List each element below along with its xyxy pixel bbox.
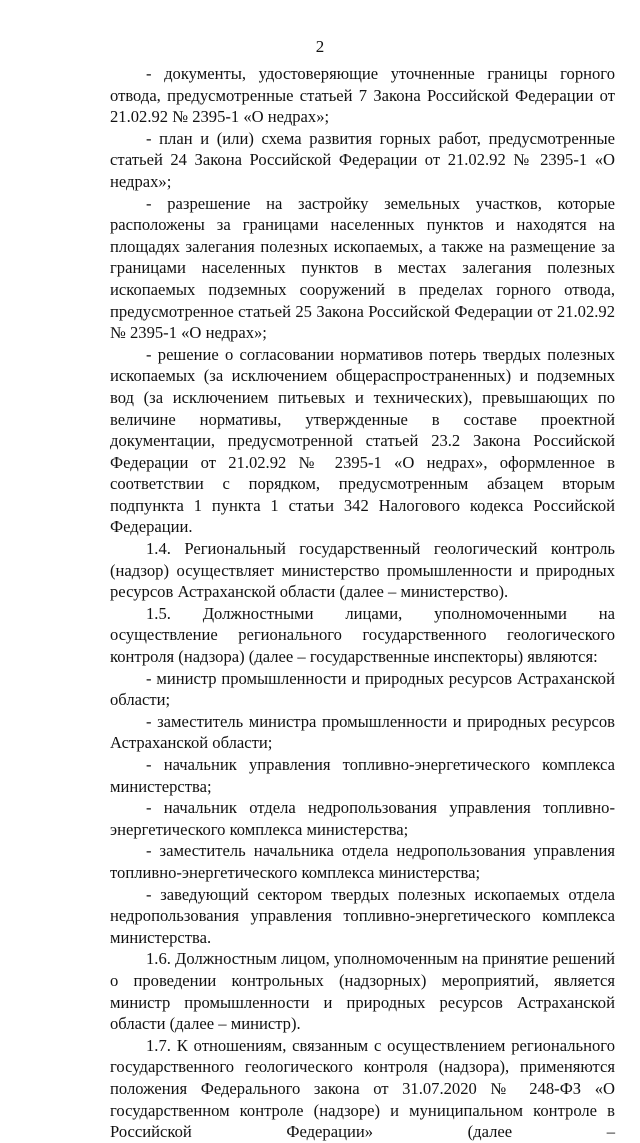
list-item-deputy-head-of-subsoil-division: - заместитель начальника отдела недропользования управления топливно-энергетического комплекса министерства; (110, 841, 615, 882)
list-item-head-of-subsoil-division: - начальник отдела недропользования управления топливно-энергетического комплекса министерства; (110, 798, 615, 839)
list-item-head-of-department: - начальник управления топливно-энергетического комплекса министерства; (110, 755, 615, 796)
document-body (110, 63, 615, 1143)
paragraph-mining-plan: - план и (или) схема развития горных работ, предусмотренные статьей 24 Закона Российской Федерации от 21.02.92 № 2395-1 «О недрах»; (110, 128, 615, 191)
list-item-head-of-solid-minerals-sector: - заведующий сектором твердых полезных ископаемых отдела недропользования управления топливно-энергетического комплекса министерства. (110, 884, 615, 947)
paragraph-1-7: 1.7. К отношениям, связанным с осуществлением регионального государственного геологического контроля (надзора), применяются положения Федерального закона от 31.07.2020 № 248-ФЗ «О государственном контроле (надзоре) и муниципальном контроле в Российской Федерации» (далее – (110, 1035, 615, 1142)
list-item-minister: - министр промышленности и природных ресурсов Астраханской области; (110, 668, 615, 710)
paragraph-1-5: 1.5. Должностными лицами, уполномоченными на осуществление регионального государственного геологического контроля (надзора) (далее – государственные инспекторы) являются: (110, 603, 615, 667)
paragraph-1-6: 1.6. Должностным лицом, уполномоченным на принятие решений о проведении контрольных (надзорных) мероприятий, является министр промышленности и природных ресурсов Астраханской области (далее – министр). (110, 949, 615, 1034)
paragraph-building-permit: - разрешение на застройку земельных участков, которые расположены за границами населенных пунктов и находятся на площадях залегания полезных ископаемых, а также на размещение за границами населенных пунктов в местах залегания полезных ископаемых подземных сооружений в пределах горного отвода, предусмотренное статьей 25 Закона Российской Федерации от 21.02.92 № 2395-1 «О недрах»; (110, 193, 615, 343)
page-number: 2 (315, 37, 325, 56)
paragraph-loss-standards-decision: - решение о согласовании нормативов потерь твердых полезных ископаемых (за исключением общераспространенных) и подземных вод (за исключением питьевых и технических), превышающих по величине нормативы, утвержденные в составе проектной документации, предусмотренной статьей 23.2 Закона Российской Федерации от 21.02.92 № 2395-1 «О недрах», оформленное в соответствии с порядком, предусмотренным абзацем вторым подпункта 1 пункта 1 статьи 342 Налогового кодекса Российской Федерации. (110, 344, 615, 537)
paragraph-documents-mining-boundaries: - документы, удостоверяющие уточненные границы горного отвода, предусмотренные статьей 7 Закона Российской Федерации от 21.02.92 № 2395-1 «О недрах»; (110, 64, 615, 127)
list-item-deputy-minister: - заместитель министра промышленности и природных ресурсов Астраханской области; (110, 711, 615, 753)
paragraph-1-4: 1.4. Региональный государственный геологический контроль (надзор) осуществляет министерство промышленности и природных ресурсов Астраханской области (далее – министерство). (110, 539, 615, 602)
